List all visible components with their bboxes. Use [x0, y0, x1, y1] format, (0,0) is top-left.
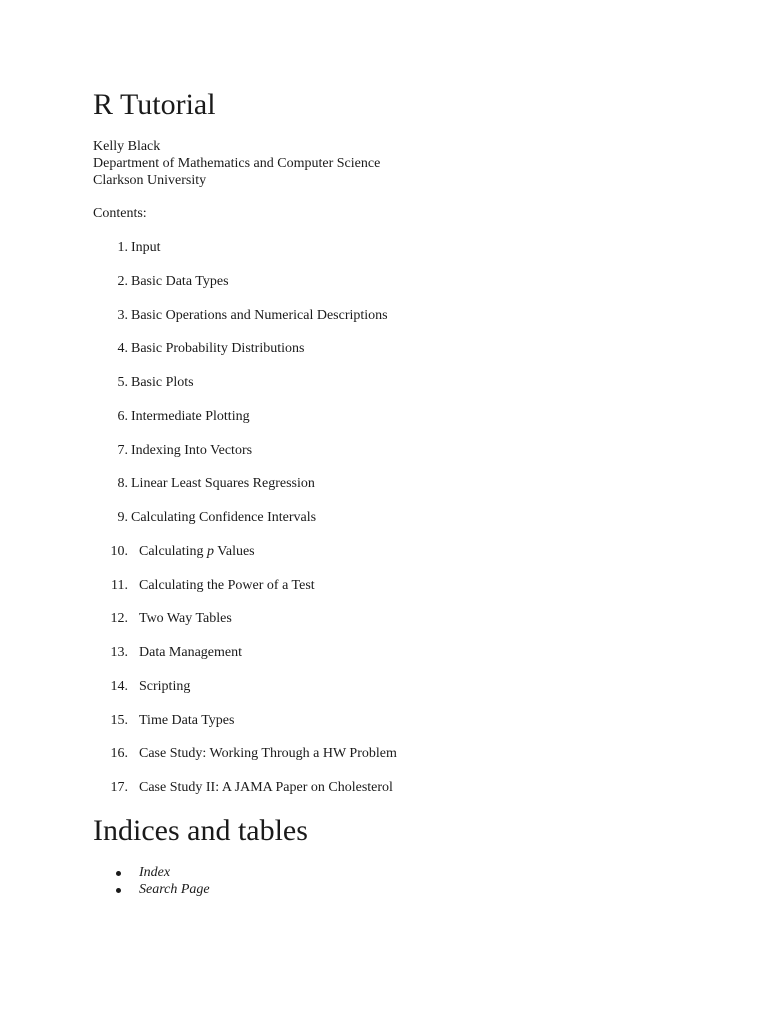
toc-link-confidence-intervals[interactable]: Calculating Confidence Intervals: [131, 510, 317, 525]
toc-number: 9.: [117, 510, 128, 525]
toc-number: 4.: [117, 341, 128, 357]
toc-number: 17.: [110, 780, 128, 795]
toc-link-case-study-hw[interactable]: Case Study: Working Through a HW Problem: [139, 746, 397, 762]
toc-number: 16.: [110, 746, 128, 762]
toc-link-scripting[interactable]: Scripting: [139, 678, 191, 694]
toc-number: 10.: [110, 543, 128, 559]
toc-number: 2.: [117, 273, 128, 289]
toc-link-two-way-tables[interactable]: Two Way Tables: [139, 611, 232, 627]
toc-link-p-values[interactable]: [139, 544, 255, 559]
toc-link-data-management[interactable]: Data Management: [139, 645, 243, 660]
toc-link-indexing-vectors[interactable]: Indexing Into Vectors: [131, 442, 253, 458]
contents-label: Contents:: [93, 206, 147, 221]
author-department: Department of Mathematics and Computer Science: [93, 156, 381, 171]
author-name: Kelly Black: [93, 139, 161, 154]
author-block: [93, 138, 380, 189]
toc-number: 12.: [110, 611, 128, 627]
toc-number: 15.: [110, 712, 128, 728]
toc-number: 11.: [111, 577, 128, 593]
toc-number: 7.: [117, 442, 128, 458]
toc-link-case-study-jama[interactable]: Case Study II: A JAMA Paper on Cholesterol: [139, 780, 393, 795]
toc-link-input[interactable]: Input: [131, 240, 161, 255]
toc-number: 1.: [117, 240, 128, 255]
author-university: Clarkson University: [93, 173, 207, 188]
toc-link-least-squares[interactable]: Linear Least Squares Regression: [131, 476, 315, 492]
toc-link-basic-operations[interactable]: Basic Operations and Numerical Descriptions: [131, 307, 388, 323]
index-link[interactable]: Index: [139, 865, 171, 880]
toc-number: 14.: [110, 678, 128, 694]
toc-number: 8.: [117, 476, 128, 492]
bullet-icon: [116, 888, 121, 893]
toc-link-power-of-test[interactable]: Calculating the Power of a Test: [139, 577, 315, 593]
toc-link-basic-data-types[interactable]: Basic Data Types: [131, 273, 229, 289]
bullet-icon: [116, 871, 121, 876]
toc-number: 6.: [117, 408, 128, 424]
indices-heading: Indices and tables: [93, 814, 308, 847]
toc-label-italic: p: [207, 543, 215, 559]
page-title: R Tutorial: [93, 88, 216, 121]
toc-number: 3.: [117, 307, 128, 323]
search-page-link[interactable]: Search Page: [139, 882, 210, 897]
toc-link-basic-plots[interactable]: Basic Plots: [131, 375, 194, 390]
toc-label-suffix: Values: [214, 543, 255, 559]
toc-link-intermediate-plotting[interactable]: Intermediate Plotting: [131, 408, 250, 424]
toc-link-probability-distributions[interactable]: Basic Probability Distributions: [131, 341, 305, 357]
toc-number: 13.: [110, 645, 128, 660]
toc-label-prefix: Calculating: [139, 543, 208, 559]
toc-number: 5.: [117, 375, 128, 390]
toc-link-time-data-types[interactable]: Time Data Types: [139, 712, 235, 728]
